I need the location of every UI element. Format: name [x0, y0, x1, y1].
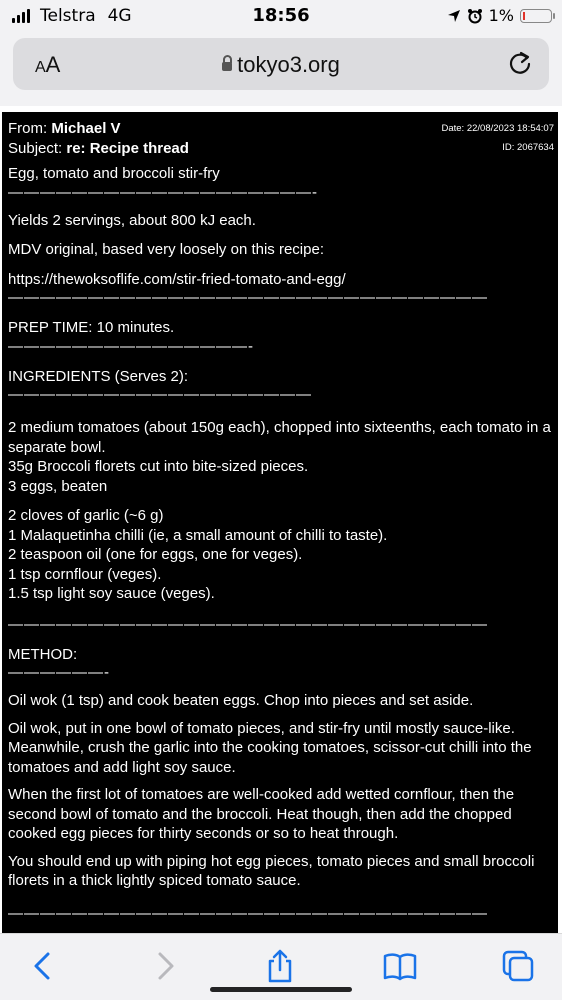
lock-icon [222, 62, 232, 71]
recipe-yield: Yields 2 servings, about 800 kJ each. [8, 211, 256, 229]
forward-icon[interactable] [146, 948, 182, 984]
post-date: Date: 22/08/2023 18:54:07 [441, 123, 554, 134]
forum-post [2, 112, 558, 933]
home-indicator [210, 987, 352, 992]
recipe-title: Egg, tomato and broccoli stir-fry [8, 165, 220, 182]
recipe-link[interactable]: https://thewoksoflife.com/stir-fried-tomato-and-egg/ [8, 270, 346, 288]
reader-options-button[interactable]: AA [35, 52, 61, 77]
status-bar [0, 0, 562, 34]
address-bar[interactable] [13, 38, 549, 90]
sender-name[interactable]: Michael V [51, 120, 121, 137]
ingredients-heading: INGREDIENTS (Serves 2): [8, 367, 189, 385]
url-text: tokyo3.org [237, 52, 340, 77]
carrier-name: Telstra [40, 6, 96, 26]
back-icon[interactable] [26, 948, 62, 984]
ingredient-item: 2 medium tomatoes (about 150g each), chopped into sixteenths, each tomato in a separate bowl. [8, 419, 551, 456]
battery-icon [520, 9, 552, 23]
divider: ———————————————- [8, 337, 254, 355]
clock: 18:56 [252, 5, 310, 26]
divider: ———————————————————- [8, 183, 318, 201]
bookmarks-icon[interactable] [382, 948, 418, 984]
tabs-icon[interactable] [500, 948, 536, 984]
prep-time: PREP TIME: 10 minutes. [8, 319, 175, 336]
share-icon[interactable] [262, 948, 298, 984]
battery-percent: 1% [488, 6, 514, 25]
browser-toolbar [0, 933, 562, 1000]
post-meta [441, 119, 554, 157]
method-step: Oil wok, put in one bowl of tomato pieces, and stir-fry until mostly sauce-like. Meanwhile, crush the garlic into the cooking tomatoes, scissor-cut chilli into the tomatoes and add light soy sauce. [8, 719, 532, 776]
recipe-origin: MDV original, based very loosely on this recipe: [8, 241, 324, 258]
reload-icon[interactable] [507, 50, 533, 76]
status-right [447, 6, 552, 25]
method-step: Oil wok (1 tsp) and cook beaten eggs. Chop into pieces and set aside. [8, 692, 474, 709]
browser-header [0, 34, 562, 106]
post-header [2, 112, 558, 164]
ingredient-item: 3 eggs, beaten [8, 477, 108, 495]
post-body [2, 164, 558, 922]
ingredient-item: 1.5 tsp light soy sauce (veges). [8, 585, 215, 602]
ingredient-item: 2 teaspoon oil (one for eggs, one for veges). [8, 546, 303, 563]
divider: ——————- [8, 664, 110, 681]
network-type: 4G [107, 6, 132, 26]
post-subject: re: Recipe thread [66, 140, 189, 157]
ingredients-list [8, 506, 552, 604]
divider: —————————————————————————————— [8, 289, 488, 306]
post-id: ID: 2067634 [502, 142, 554, 153]
divider: —————————————————————————————— [8, 904, 488, 922]
divider: ——————————————————— [8, 386, 312, 403]
page-content [0, 106, 562, 933]
location-icon [447, 9, 461, 23]
ingredient-item: 2 cloves of garlic (~6 g) [8, 507, 164, 524]
ingredient-item: 1 tsp cornflour (veges). [8, 565, 162, 583]
divider: —————————————————————————————— [8, 615, 488, 633]
ingredient-item: 35g Broccoli florets cut into bite-sized pieces. [8, 458, 309, 475]
alarm-icon [467, 8, 483, 24]
ingredients-list [8, 418, 552, 496]
method-heading: METHOD: [8, 645, 78, 663]
method-step: You should end up with piping hot egg pieces, tomato pieces and small broccoli florets in a thick lightly spiced tomato sauce. [8, 852, 535, 889]
url-field[interactable] [13, 52, 549, 78]
post-sender: From: Michael V Subject: re: Recipe thread [8, 120, 189, 157]
ingredient-item: 1 Malaquetinha chilli (ie, a small amount of chilli to taste). [8, 526, 388, 544]
method-step: When the first lot of tomatoes are well-cooked add wetted cornflour, then the second bowl of tomato and the broccoli. Heat though, then add the chopped cooked egg pieces for thirty seconds or so to heat through. [8, 786, 515, 842]
